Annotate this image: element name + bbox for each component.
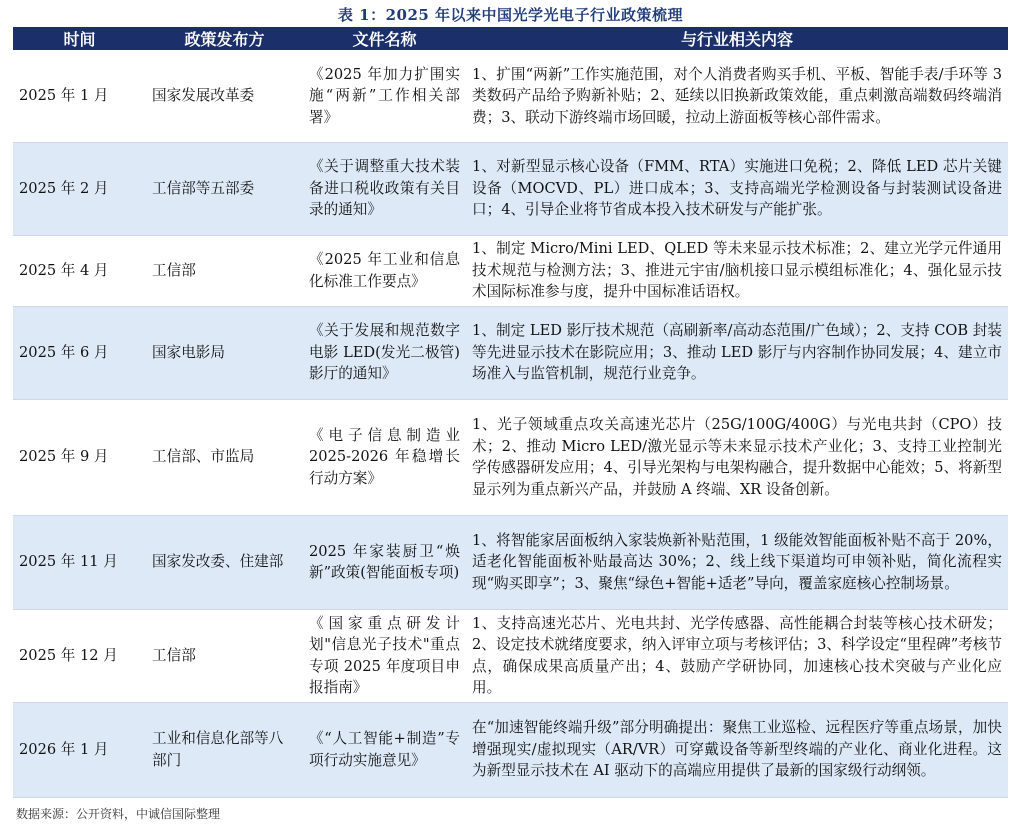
cell-document: 《2025 年加力扩围实施“两新”工作相关部署》 [303, 50, 466, 142]
cell-content: 1、对新型显示核心设备（FMM、RTA）实施进口免税；2、降低 LED 芯片关键设备（MOCVD、PL）进口成本；3、支持高端光学检测设备与封装测试设备进口；4、引导企业将节省成本投入技术研发与产能扩张。 [466, 142, 1008, 235]
policy-table [13, 27, 1008, 798]
cell-time: 2025 年 1 月 [13, 50, 146, 142]
cell-document: 《关于发展和规范数字电影 LED(发光二极管)影厅的通知》 [303, 306, 466, 399]
cell-document: 2025 年家装厨卫“焕新”政策(智能面板专项) [303, 515, 466, 609]
table-row [13, 702, 1008, 797]
cell-issuer: 工信部、市监局 [146, 399, 303, 515]
cell-issuer: 国家发展改革委 [146, 50, 303, 142]
cell-document: 《国家重点研发计划"信息光子技术"重点专项 2025 年度项目申报指南》 [303, 609, 466, 702]
cell-time: 2025 年 2 月 [13, 142, 146, 235]
cell-document: 《电子信息制造业 2025-2026 年稳增长行动方案》 [303, 399, 466, 515]
cell-document: 《2025 年工业和信息化标准工作要点》 [303, 235, 466, 306]
cell-time: 2025 年 11 月 [13, 515, 146, 609]
table-row [13, 515, 1008, 609]
header-content: 与行业相关内容 [466, 27, 1008, 50]
table-title: 表 1：2025 年以来中国光学光电子行业政策梳理 [337, 6, 684, 24]
cell-issuer: 国家电影局 [146, 306, 303, 399]
table-row [13, 142, 1008, 235]
cell-content: 在“加速智能终端升级”部分明确提出：聚焦工业巡检、远程医疗等重点场景，加快增强现实/虚拟现实（AR/VR）可穿戴设备等新型终端的产业化、商业化进程。这为新型显示技术在 AI 驱动下的高端应用提供了最新的国家级行动纲领。 [466, 702, 1008, 797]
cell-content: 1、将智能家居面板纳入家装焕新补贴范围，1 级能效智能面板补贴不高于 20%，适老化智能面板补贴最高达 30%；2、线上线下渠道均可申领补贴，简化流程实现“购买即享”；3、聚焦“绿色+智能+适老”导向，覆盖家庭核心控制场景。 [466, 515, 1008, 609]
cell-content: 1、光子领域重点攻关高速光芯片（25G/100G/400G）与光电共封（CPO）技术；2、推动 Micro LED/激光显示等未来显示技术产业化；3、支持工业控制光学传感器研发应用；4、引导光架构与电架构融合，提升数据中心能效；5、将新型显示列为重点新兴产品，并鼓励 A 终端、XR 设备创新。 [466, 399, 1008, 515]
cell-document: 《“人工智能+制造”专项行动实施意见》 [303, 702, 466, 797]
header-document: 文件名称 [303, 27, 466, 50]
cell-content: 1、支持高速光芯片、光电共封、光学传感器、高性能耦合封装等核心技术研发；2、设定技术就绪度要求，纳入评审立项与考核评估；3、科学设定“里程碑”考核节点，确保成果高质量产出；4、鼓励产学研协同，加速核心技术突破与产业化应用。 [466, 609, 1008, 702]
cell-document: 《关于调整重大技术装备进口税收政策有关目录的通知》 [303, 142, 466, 235]
cell-issuer: 工业和信息化部等八部门 [146, 702, 303, 797]
header-issuer: 政策发布方 [146, 27, 303, 50]
cell-content: 1、扩围“两新”工作实施范围，对个人消费者购买手机、平板、智能手表/手环等 3 类数码产品给予购新补贴；2、延续以旧换新政策效能，重点刺激高端数码终端消费；3、联动下游终端市场回暖，拉动上游面板等核心部件需求。 [466, 50, 1008, 142]
cell-issuer: 工信部 [146, 235, 303, 306]
table-header-row [13, 27, 1008, 50]
cell-time: 2025 年 4 月 [13, 235, 146, 306]
table-row [13, 235, 1008, 306]
cell-time: 2025 年 6 月 [13, 306, 146, 399]
cell-issuer: 工信部等五部委 [146, 142, 303, 235]
source-note: 数据来源：公开资料，中诚信国际整理 [16, 807, 221, 821]
table-row [13, 50, 1008, 142]
cell-time: 2025 年 9 月 [13, 399, 146, 515]
cell-issuer: 工信部 [146, 609, 303, 702]
cell-issuer: 国家发改委、住建部 [146, 515, 303, 609]
table-row [13, 609, 1008, 702]
cell-content: 1、制定 LED 影厅技术规范（高刷新率/高动态范围/广色域）；2、支持 COB 封装等先进显示技术在影院应用；3、推动 LED 影厅与内容制作协同发展；4、建立市场准入与监管机制，规范行业竞争。 [466, 306, 1008, 399]
table-row [13, 306, 1008, 399]
table-row [13, 399, 1008, 515]
cell-time: 2026 年 1 月 [13, 702, 146, 797]
cell-content: 1、制定 Micro/Mini LED、QLED 等未来显示技术标准；2、建立光学元件通用技术规范与检测方法；3、推进元宇宙/脑机接口显示模组标准化；4、强化显示技术国际标准参与度，提升中国标准话语权。 [466, 235, 1008, 306]
header-time: 时间 [13, 27, 146, 50]
cell-time: 2025 年 12 月 [13, 609, 146, 702]
